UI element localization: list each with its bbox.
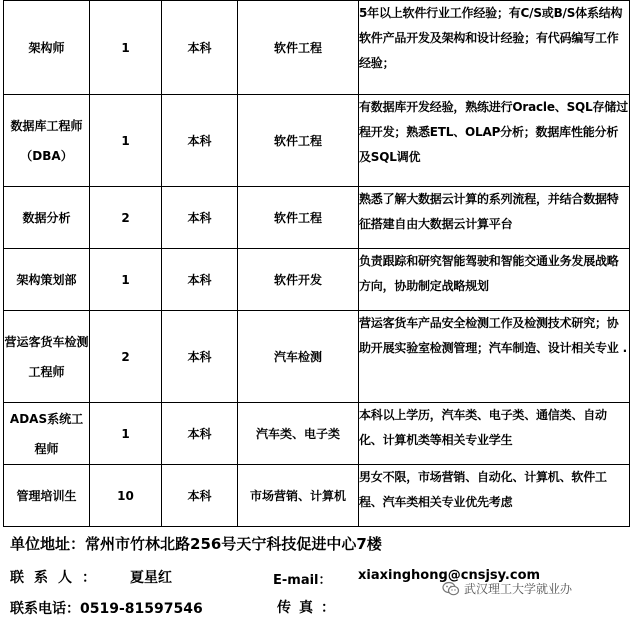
table-row	[4, 403, 630, 465]
table-row	[4, 249, 630, 311]
watermark-text: 武汉理工大学就业办	[464, 582, 573, 596]
table-row	[4, 465, 630, 527]
email-address[interactable]: xiaxinghong@cnsjsy.com	[358, 568, 541, 583]
count-cell: 1	[90, 95, 162, 187]
company-address: 单位地址：常州市竹林北路256号天宁科技促进中心7楼	[10, 535, 382, 553]
count-cell: 2	[90, 311, 162, 403]
wechat-icon	[442, 581, 460, 597]
major-cell: 市场营销、计算机	[238, 465, 359, 527]
education-cell: 本科	[162, 311, 238, 403]
count-cell: 10	[90, 465, 162, 527]
contact-name: 夏星红	[130, 570, 172, 586]
education-cell: 本科	[162, 249, 238, 311]
education-cell: 本科	[162, 1, 238, 95]
table-row	[4, 95, 630, 187]
contact-phone: 联系电话：0519-81597546	[10, 601, 203, 617]
email-label: E-mail：	[273, 573, 332, 588]
major-cell: 汽车类、电子类	[238, 403, 359, 465]
education-cell: 本科	[162, 187, 238, 249]
table-row	[4, 311, 630, 403]
fax-label: 传真：	[277, 600, 343, 616]
education-cell: 本科	[162, 95, 238, 187]
position-cell: 架构策划部	[4, 249, 90, 311]
position-cell: 数据分析	[4, 187, 90, 249]
requirement-cell: 本科以上学历，汽车类、电子类、通信类、自动化、计算机类等相关专业学生	[359, 403, 630, 465]
position-cell: 数据库工程师（DBA）	[4, 95, 90, 187]
count-cell: 2	[90, 187, 162, 249]
contact-label: 联系人：	[10, 570, 106, 586]
major-cell: 软件工程	[238, 95, 359, 187]
table-row	[4, 187, 630, 249]
position-cell: ADAS系统工程师	[4, 403, 90, 465]
major-cell: 软件工程	[238, 187, 359, 249]
requirement-cell: 5年以上软件行业工作经验；有C/S或B/S体系结构软件产品开发及架构和设计经验；有代码编写工作经验；	[359, 1, 630, 95]
education-cell: 本科	[162, 465, 238, 527]
count-cell: 1	[90, 249, 162, 311]
table-row	[4, 1, 630, 95]
count-cell: 1	[90, 403, 162, 465]
requirement-cell: 熟悉了解大数据云计算的系列流程，并结合数据特征搭建自由大数据云计算平台	[359, 187, 630, 249]
requirement-cell: 营运客货车产品安全检测工作及检测技术研究；协助开展实验室检测管理；汽车制造、设计相关专业 .	[359, 311, 630, 403]
requirement-cell: 有数据库开发经验，熟练进行Oracle、SQL存储过程开发；熟悉ETL、OLAP分析；数据库性能分析及SQL调优	[359, 95, 630, 187]
job-table	[3, 0, 630, 527]
requirement-cell: 男女不限，市场营销、自动化、计算机、软件工程、汽车类相关专业优先考虑	[359, 465, 630, 527]
major-cell: 软件开发	[238, 249, 359, 311]
position-cell: 管理培训生	[4, 465, 90, 527]
education-cell: 本科	[162, 403, 238, 465]
requirement-cell: 负责跟踪和研究智能驾驶和智能交通业务发展战略方向，协助制定战略规划	[359, 249, 630, 311]
position-cell: 营运客货车检测工程师	[4, 311, 90, 403]
count-cell: 1	[90, 1, 162, 95]
major-cell: 汽车检测	[238, 311, 359, 403]
major-cell: 软件工程	[238, 1, 359, 95]
watermark	[442, 580, 572, 597]
position-cell: 架构师	[4, 1, 90, 95]
